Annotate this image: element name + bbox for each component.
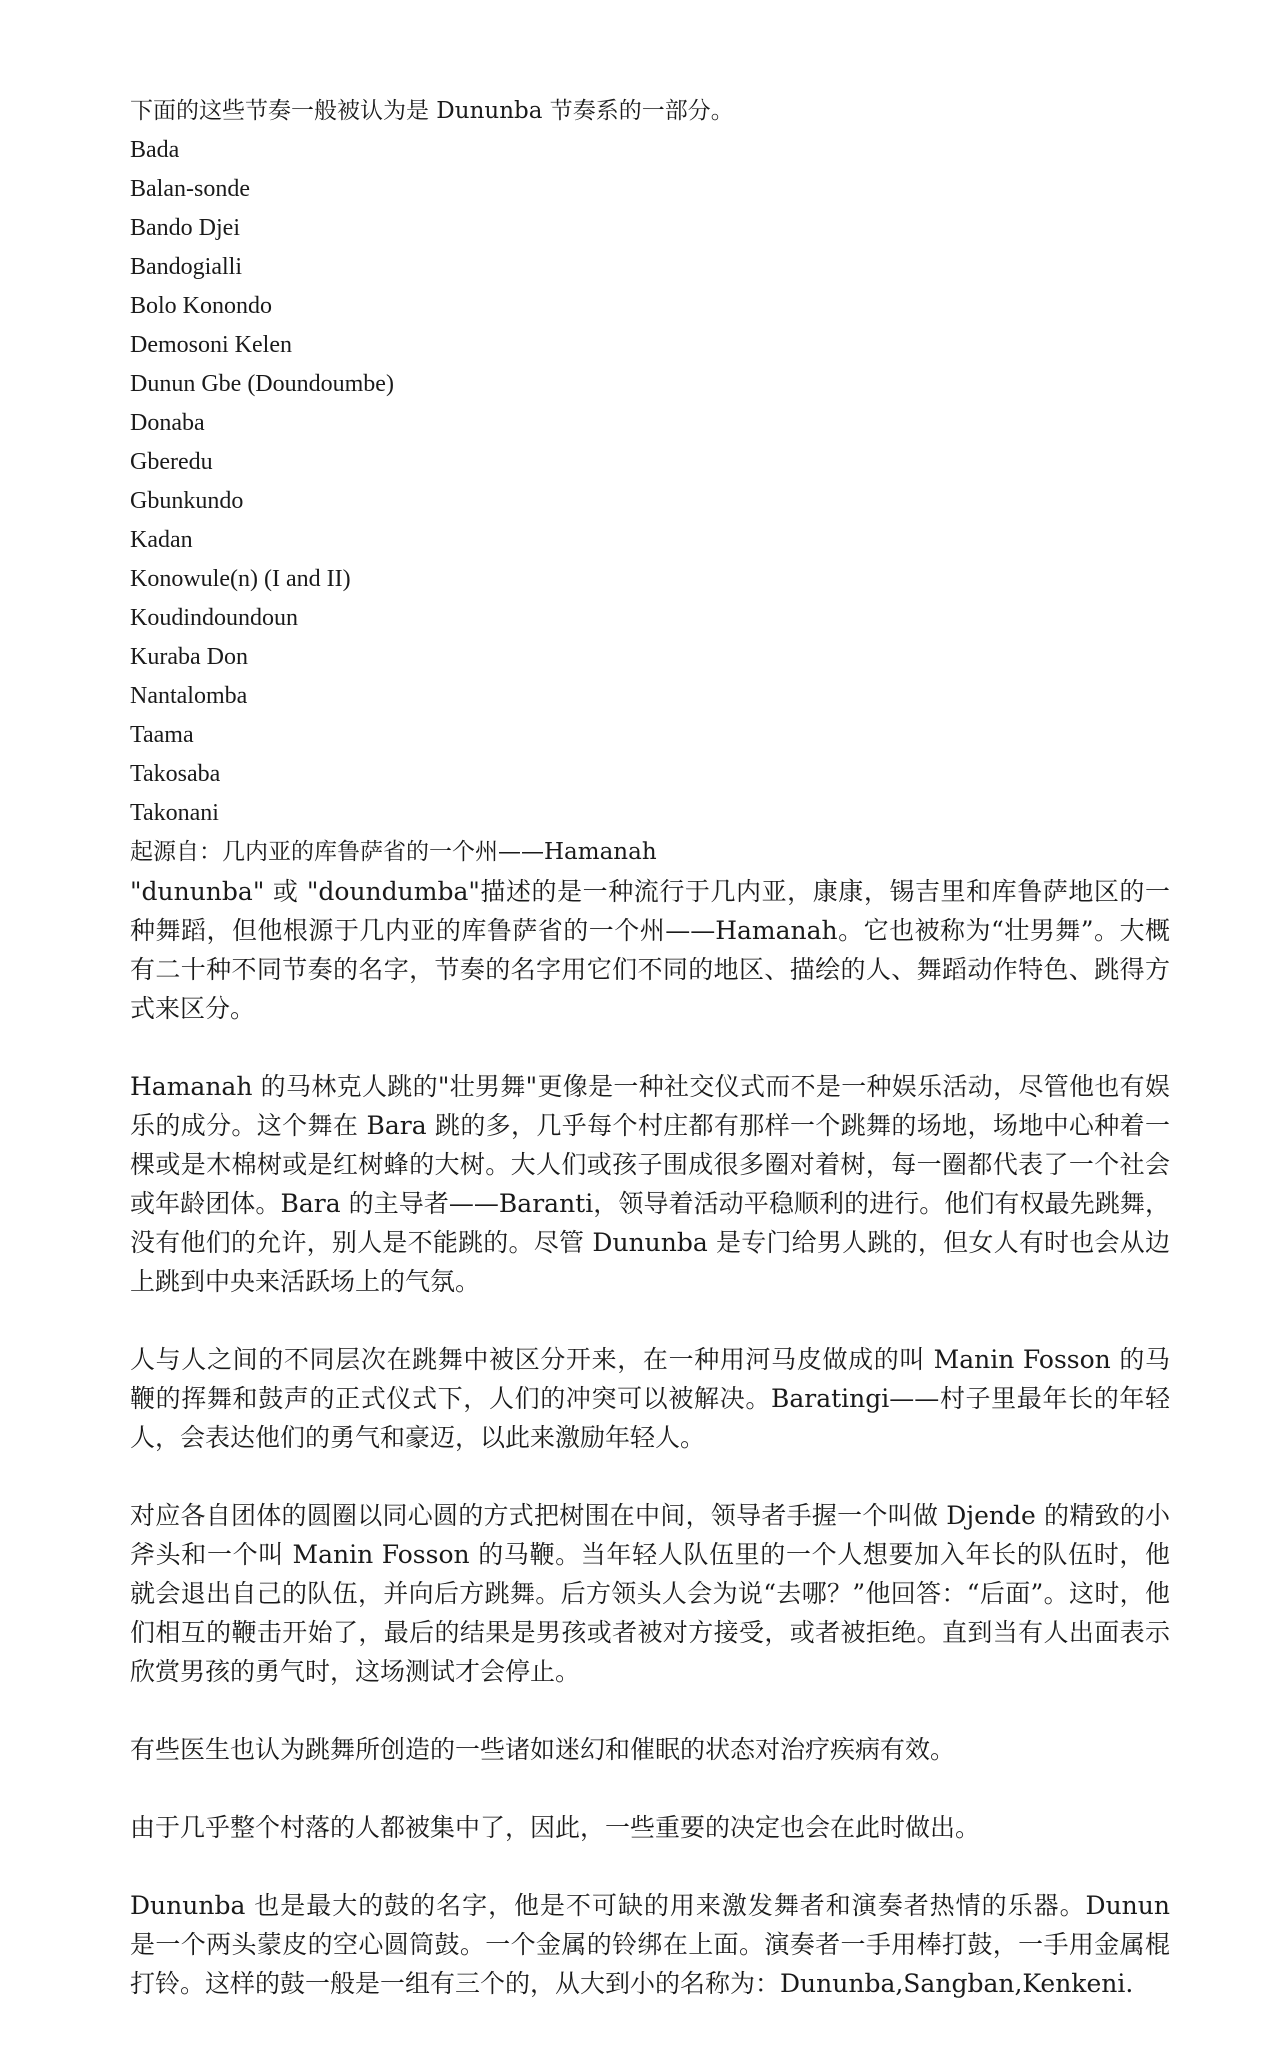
- intro-line: 下面的这些节奏一般被认为是 Dununba 节奏系的一部分。: [130, 98, 734, 124]
- rhythm-item: Gberedu: [130, 449, 213, 475]
- rhythm-item: Kadan: [130, 527, 193, 553]
- rhythm-item: Takosaba: [130, 761, 221, 787]
- rhythm-item: Donaba: [130, 410, 205, 436]
- paragraph-gap: [130, 1457, 1170, 1496]
- rhythm-item: Bandogialli: [130, 254, 242, 280]
- rhythm-item: Takonani: [130, 800, 219, 826]
- rhythm-item: Demosoni Kelen: [130, 332, 292, 358]
- rhythm-item: Bada: [130, 137, 180, 163]
- rhythm-item: Gbunkundo: [130, 488, 244, 514]
- rhythm-item: Bando Djei: [130, 215, 240, 241]
- paragraph-social-ritual: Hamanah 的马林克人跳的"壮男舞"更像是一种社交仪式而不是一种娱乐活动，尽管他也有娱乐的成分。这个舞在 Bara 跳的多，几乎每个村庄都有那样一个跳舞的场地，场地中心种着一棵或是木棉树或是红树蜂的大树。大人们或孩子围成很多圈对着树，每一圈都代表了一个社会或年龄团体。Bara 的主导者——Baranti，领导着活动平稳顺利的进行。他们有权最先跳舞，没有他们的允许，别人是不能跳的。尽管 Dununba 是专门给男人跳的，但女人有时也会从边上跳到中央来活跃场上的气氛。: [130, 1072, 1170, 1296]
- paragraph-gap: [130, 1769, 1170, 1808]
- rhythm-item: Balan-sonde: [130, 176, 250, 202]
- paragraph-circles: 对应各自团体的圆圈以同心圆的方式把树围在中间，领导者手握一个叫做 Djende 的精致的小斧头和一个叫 Manin Fosson 的马鞭。当年轻人队伍里的一个人想要加入年长的队伍时，他就会退出自己的队伍，并向后方跳舞。后方领头人会为说“去哪？”他回答：“后面”。这时，他们相互的鞭击开始了，最后的结果是男孩或者被对方接受，或者被拒绝。直到当有人出面表示欣赏男孩的勇气时，这场测试才会停止。: [130, 1501, 1170, 1686]
- paragraph-healing: 有些医生也认为跳舞所创造的一些诸如迷幻和催眠的状态对治疗疾病有效。: [130, 1735, 956, 1764]
- paragraph-decisions: 由于几乎整个村落的人都被集中了，因此，一些重要的决定也会在此时做出。: [130, 1813, 981, 1842]
- paragraph-hierarchy: 人与人之间的不同层次在跳舞中被区分开来，在一种用河马皮做成的叫 Manin Fosson 的马鞭的挥舞和鼓声的正式仪式下，人们的冲突可以被解决。Baratingi——村子里最年长的年轻人，会表达他们的勇气和豪迈，以此来激励年轻人。: [130, 1345, 1170, 1452]
- rhythm-item: Kuraba Don: [130, 644, 248, 670]
- paragraph-gap: [130, 1028, 1170, 1067]
- rhythm-item: Konowule(n) (I and II): [130, 566, 351, 592]
- origin-line: 起源自：几内亚的库鲁萨省的一个州——Hamanah: [130, 839, 657, 865]
- paragraph-gap: [130, 1301, 1170, 1340]
- rhythm-item: Dunun Gbe (Doundoumbe): [130, 371, 394, 397]
- rhythm-item: Bolo Konondo: [130, 293, 273, 319]
- rhythm-item: Nantalomba: [130, 683, 248, 709]
- paragraph-drum: Dununba 也是最大的鼓的名字，他是不可缺的用来激发舞者和演奏者热情的乐器。Dunun 是一个两头蒙皮的空心圆筒鼓。一个金属的铃绑在上面。演奏者一手用棒打鼓，一手用金属棍打铃。这样的鼓一般是一组有三个的，从大到小的名称为：Dununba,Sangban,Kenkeni.: [130, 1891, 1170, 1998]
- rhythm-list: [130, 131, 1170, 833]
- rhythm-item: Taama: [130, 722, 194, 748]
- document-page: [130, 92, 1170, 2003]
- paragraph-gap: [130, 1691, 1170, 1730]
- paragraph-description: "dununba" 或 "doundumba"描述的是一种流行于几内亚，康康，锡吉里和库鲁萨地区的一种舞蹈，但他根源于几内亚的库鲁萨省的一个州——Hamanah。它也被称为“壮男舞”。大概有二十种不同节奏的名字，节奏的名字用它们不同的地区、描绘的人、舞蹈动作特色、跳得方式来区分。: [130, 877, 1170, 1023]
- rhythm-item: Koudindoundoun: [130, 605, 298, 631]
- paragraph-gap: [130, 1847, 1170, 1886]
